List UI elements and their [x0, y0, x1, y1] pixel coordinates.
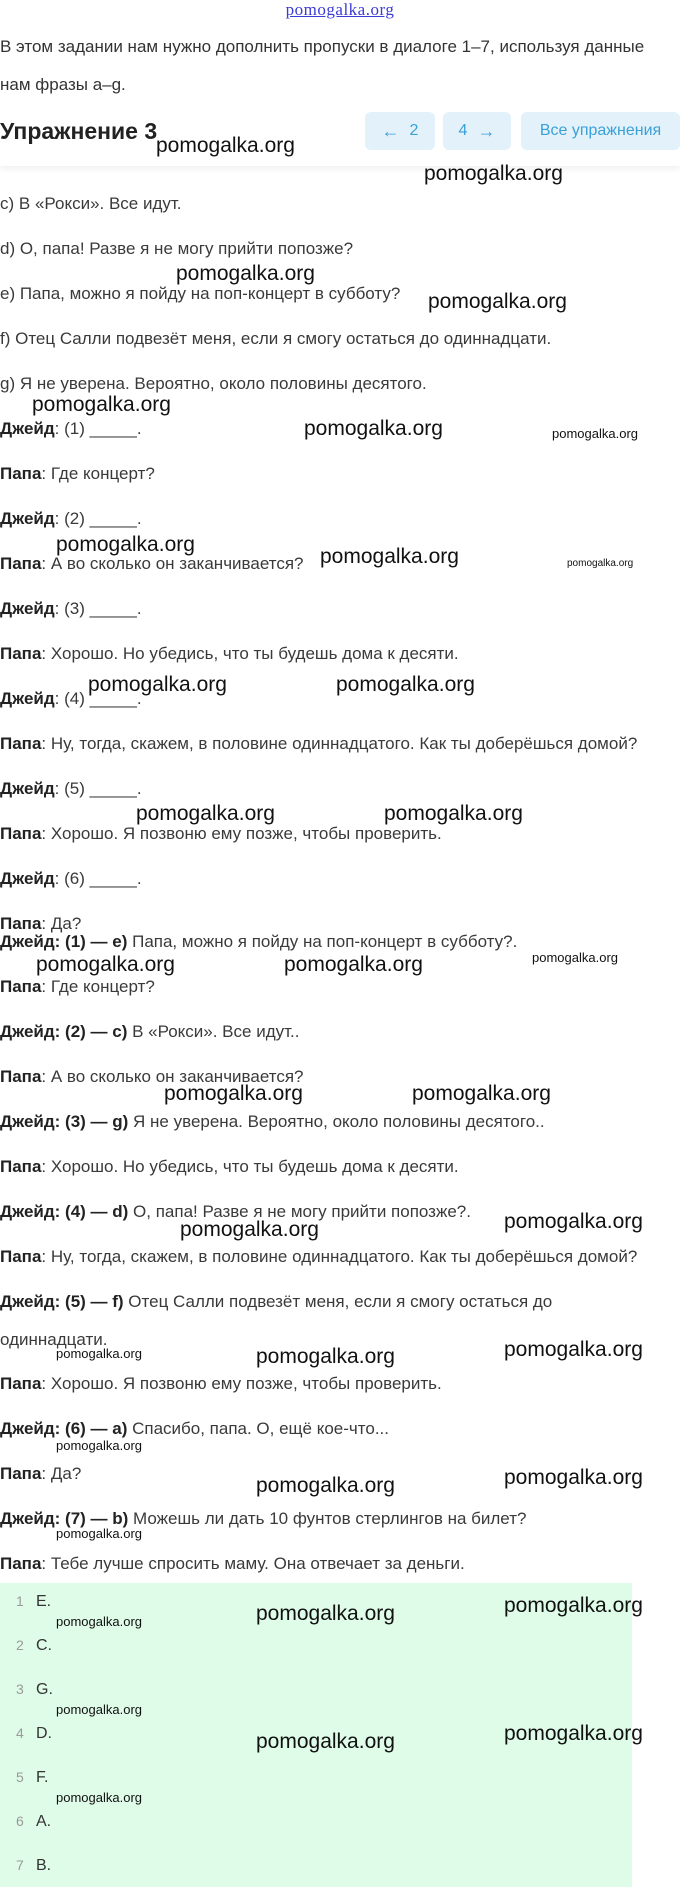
watermark: pomogalka.org	[424, 162, 563, 185]
solution-text: : Ну, тогда, скажем, в половине одиннадцатого. Как ты доберёшься домой?	[41, 1247, 638, 1266]
phrase-item: f) Отец Салли подвезёт меня, если я смогу остаться до одиннадцати.	[0, 329, 552, 348]
dialog-line	[0, 464, 680, 484]
answer-number: 6	[16, 1813, 24, 1829]
speaker-name: Папа	[0, 644, 42, 663]
dialog-text: : (2) _____.	[54, 509, 142, 528]
solution-line: Джейд: (5) — f) Отец Салли подвезёт меня, если я смогу остаться до	[0, 1292, 553, 1311]
all-exercises-button[interactable]	[521, 112, 680, 150]
watermark: pomogalka.org	[552, 426, 638, 441]
answer-value: D.	[36, 1725, 52, 1742]
dialog-text: : Ну, тогда, скажем, в половине одиннадцатого. Как ты доберёшься домой?	[41, 734, 638, 753]
dialog-line	[0, 914, 680, 934]
answer-number: 2	[16, 1637, 24, 1653]
speaker-name: Джейд	[0, 869, 55, 888]
dialog-text: : (1) _____.	[54, 419, 142, 438]
speaker-name: Джейд	[0, 1202, 55, 1221]
speaker-name: Папа	[0, 1464, 42, 1483]
dialog-line	[0, 689, 680, 709]
speaker-name: Джейд	[0, 1022, 55, 1041]
solution-text: : Где концерт?	[41, 977, 155, 996]
answer-key: (1) — e)	[65, 932, 128, 951]
dialog-line	[0, 554, 680, 574]
watermark: pomogalka.org	[256, 1345, 395, 1368]
speaker-name: Джейд	[0, 689, 55, 708]
answer-value: G.	[36, 1681, 53, 1698]
answer-number: 3	[16, 1681, 24, 1697]
solution-text: Папа, можно я пойду на поп-концерт в субботу?.	[127, 932, 518, 951]
all-exercises-label: Все упражнения	[539, 122, 662, 139]
watermark: pomogalka.org	[56, 1346, 142, 1361]
watermark: pomogalka.org	[256, 1602, 395, 1625]
watermark: pomogalka.org	[384, 802, 523, 825]
speaker-name: Папа	[0, 977, 42, 996]
dialog-text: : Да?	[41, 914, 82, 933]
dialog-text: : (6) _____.	[54, 869, 142, 888]
answer-value: A.	[36, 1813, 52, 1830]
watermark: pomogalka.org	[320, 545, 459, 568]
solution-line	[0, 1554, 680, 1574]
solution-text: О, папа! Разве я не могу прийти попозже?.	[128, 1202, 471, 1221]
next-exercise-label: 4	[458, 122, 468, 139]
watermark: pomogalka.org	[56, 1614, 142, 1629]
watermark: pomogalka.org	[180, 1218, 319, 1241]
speaker-name: Джейд	[0, 1419, 55, 1438]
dialog-text: : (5) _____.	[54, 779, 142, 798]
dialog-line	[0, 599, 680, 619]
watermark: pomogalka.org	[504, 1210, 643, 1233]
answers-block	[0, 1583, 632, 1887]
solution-text: Можешь ли дать 10 фунтов стерлингов на билет?	[128, 1509, 527, 1528]
solution-line: Джейд: (7) — b) Можешь ли дать 10 фунтов стерлингов на билет?	[0, 1509, 527, 1528]
watermark: pomogalka.org	[336, 673, 475, 696]
phrase-item: g) Я не уверена. Вероятно, около половины десятого.	[0, 374, 427, 393]
solution-line	[0, 1067, 680, 1087]
intro-text: В этом задании нам нужно дополнить пропуски в диалоге 1–7, используя данные нам фразы a–g.	[0, 37, 645, 94]
answer-value: E.	[36, 1593, 52, 1610]
answer-value: C.	[36, 1637, 52, 1654]
watermark: pomogalka.org	[164, 1082, 303, 1105]
watermark: pomogalka.org	[428, 290, 567, 313]
solution-text: : Хорошо. Но убедись, что ты будешь дома к десяти.	[41, 1157, 459, 1176]
answer-key: (6) — a)	[65, 1419, 128, 1438]
dialog-line	[0, 644, 680, 664]
solution-line: Джейд: (6) — a) Спасибо, папа. О, ещё кое-что...	[0, 1419, 389, 1438]
phrase-item: d) О, папа! Разве я не могу прийти попозже?	[0, 239, 354, 258]
watermark: pomogalka.org	[567, 558, 634, 569]
solution-text: : Тебе лучше спросить маму. Она отвечает за деньги.	[41, 1554, 465, 1573]
solution-line	[0, 1374, 680, 1394]
watermark: pomogalka.org	[504, 1722, 643, 1745]
solution-line	[0, 1157, 680, 1177]
watermark: pomogalka.org	[504, 1594, 643, 1617]
speaker-name: Папа	[0, 914, 42, 933]
solution-line	[0, 1247, 680, 1267]
solution-text: Отец Салли подвезёт меня, если я смогу остаться до	[123, 1292, 553, 1311]
watermark: pomogalka.org	[412, 1082, 551, 1105]
site-logo[interactable]: pomogalka.org	[285, 0, 395, 19]
next-exercise-button[interactable]	[443, 112, 511, 150]
solution-line-continuation	[0, 1330, 680, 1350]
watermark: pomogalka.org	[136, 802, 275, 825]
solution-text: одиннадцати.	[0, 1330, 108, 1349]
speaker-name: Папа	[0, 1374, 42, 1393]
solution-line: Джейд: (1) — e) Папа, можно я пойду на поп-концерт в субботу?.	[0, 932, 518, 951]
solution-text: Спасибо, папа. О, ещё кое-что...	[127, 1419, 389, 1438]
dialog-line	[0, 824, 680, 844]
solution-text: : Да?	[41, 1464, 82, 1483]
speaker-name: Джейд	[0, 1292, 55, 1311]
speaker-name: Джейд	[0, 779, 55, 798]
watermark: pomogalka.org	[256, 1474, 395, 1497]
speaker-name: Папа	[0, 1554, 42, 1573]
speaker-name: Папа	[0, 1067, 42, 1086]
dialog-line	[0, 779, 680, 799]
phrase-item: c) В «Рокси». Все идут.	[0, 194, 182, 213]
answer-key: (2) — c)	[65, 1022, 128, 1041]
solution-text: Я не уверена. Вероятно, около половины десятого..	[128, 1112, 545, 1131]
watermark: pomogalka.org	[156, 134, 295, 157]
phrase-item: e) Папа, можно я пойду на поп-концерт в субботу?	[0, 284, 401, 303]
solution-line: Джейд: (2) — c) В «Рокси». Все идут..	[0, 1022, 300, 1041]
speaker-name: Джейд	[0, 1112, 55, 1131]
speaker-name: Джейд	[0, 419, 55, 438]
watermark: pomogalka.org	[56, 533, 195, 556]
speaker-name: Папа	[0, 554, 42, 573]
watermark: pomogalka.org	[284, 953, 423, 976]
watermark: pomogalka.org	[532, 950, 618, 965]
answer-value: B.	[36, 1857, 52, 1874]
dialog-text: : (4) _____.	[54, 689, 142, 708]
speaker-name: Папа	[0, 1157, 42, 1176]
watermark: pomogalka.org	[304, 417, 443, 440]
page-title: Упражнение 3	[0, 118, 158, 144]
dialog-text: : Где концерт?	[41, 464, 155, 483]
solution-text: : А во сколько он заканчивается?	[41, 1067, 304, 1086]
answer-number: 7	[16, 1857, 24, 1873]
solution-line: Джейд: (3) — g) Я не уверена. Вероятно, около половины десятого..	[0, 1112, 545, 1131]
solution-line	[0, 1464, 680, 1484]
speaker-name: Джейд	[0, 509, 55, 528]
dialog-text: : Хорошо. Но убедись, что ты будешь дома к десяти.	[41, 644, 459, 663]
dialog-line	[0, 509, 680, 529]
answer-key: (3) — g)	[65, 1112, 129, 1131]
solution-text: В «Рокси». Все идут..	[127, 1022, 300, 1041]
watermark: pomogalka.org	[256, 1730, 395, 1753]
speaker-name: Джейд	[0, 599, 55, 618]
watermark: pomogalka.org	[56, 1438, 142, 1453]
watermark: pomogalka.org	[56, 1526, 142, 1541]
answer-value: F.	[36, 1769, 49, 1786]
watermark: pomogalka.org	[176, 262, 315, 285]
solution-line	[0, 977, 680, 997]
dialog-line	[0, 734, 680, 754]
dialog-text: : (3) _____.	[54, 599, 142, 618]
answer-number: 1	[16, 1593, 24, 1609]
watermark: pomogalka.org	[56, 1790, 142, 1805]
answer-number: 5	[16, 1769, 24, 1785]
speaker-name: Папа	[0, 734, 42, 753]
speaker-name: Джейд	[0, 1509, 55, 1528]
dialog-text: : Хорошо. Я позвоню ему позже, чтобы проверить.	[41, 824, 442, 843]
dialog-line	[0, 869, 680, 889]
answer-key: (5) — f)	[65, 1292, 124, 1311]
watermark: pomogalka.org	[32, 393, 171, 416]
answer-key: (7) — b)	[65, 1509, 129, 1528]
watermark: pomogalka.org	[56, 1702, 142, 1717]
watermark: pomogalka.org	[504, 1466, 643, 1489]
speaker-name: Папа	[0, 824, 42, 843]
watermark: pomogalka.org	[36, 953, 175, 976]
arrow-left-icon: ←	[381, 120, 400, 141]
solution-text: : Хорошо. Я позвоню ему позже, чтобы проверить.	[41, 1374, 442, 1393]
speaker-name: Джейд	[0, 932, 55, 951]
arrow-right-icon: →	[477, 120, 496, 141]
dialog-text: : А во сколько он заканчивается?	[41, 554, 304, 573]
speaker-name: Папа	[0, 464, 42, 483]
speaker-name: Папа	[0, 1247, 42, 1266]
dialog-line	[0, 419, 680, 439]
prev-exercise-label: 2	[409, 122, 419, 139]
prev-exercise-button[interactable]	[365, 112, 435, 150]
watermark: pomogalka.org	[504, 1338, 643, 1361]
answer-number: 4	[16, 1725, 24, 1741]
watermark: pomogalka.org	[88, 673, 227, 696]
solution-line: Джейд: (4) — d) О, папа! Разве я не могу прийти попозже?.	[0, 1202, 471, 1221]
answer-key: (4) — d)	[65, 1202, 129, 1221]
